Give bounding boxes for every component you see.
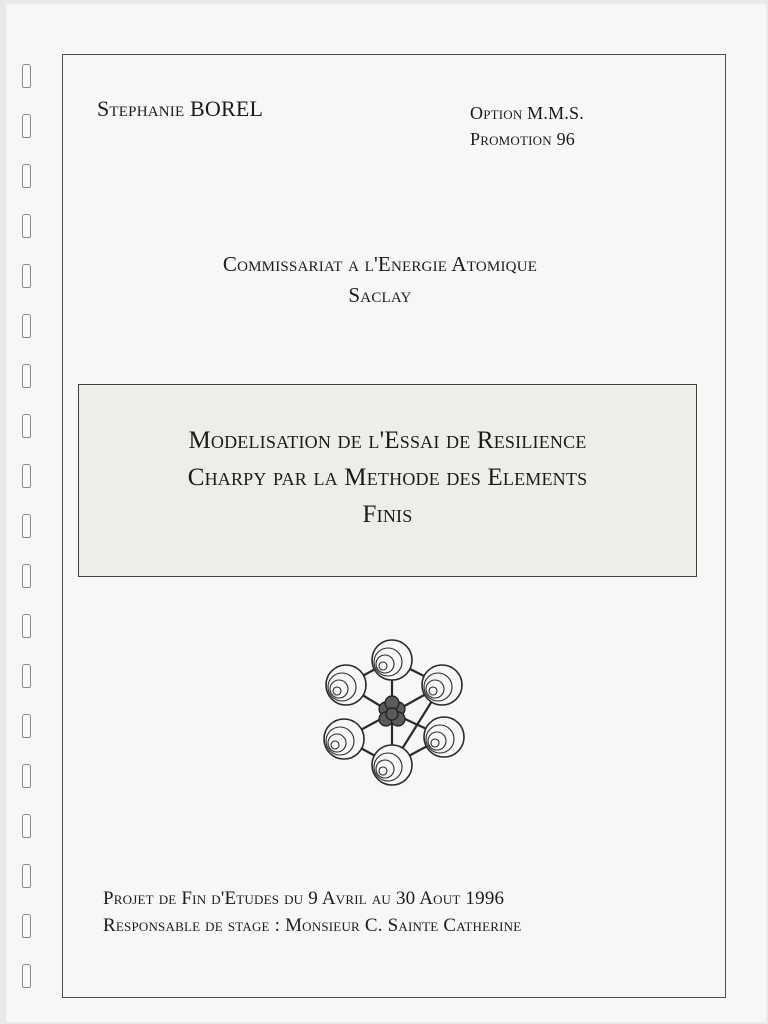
title-line-3: Finis xyxy=(362,501,413,528)
binding-ring xyxy=(22,114,31,138)
binding-ring xyxy=(22,464,31,488)
binding-ring xyxy=(22,764,31,788)
title-line-2: Charpy par la Methode des Elements xyxy=(187,464,588,491)
binding-ring xyxy=(22,864,31,888)
spiral-binding xyxy=(16,54,38,1014)
binding-ring xyxy=(22,814,31,838)
binding-ring xyxy=(22,514,31,538)
binding-ring xyxy=(22,614,31,638)
option-block xyxy=(470,100,584,152)
document-title xyxy=(79,422,696,533)
binding-ring xyxy=(22,664,31,688)
binding-ring xyxy=(22,364,31,388)
binding-ring xyxy=(22,314,31,338)
organization-name: Commissariat a l'Energie Atomique xyxy=(222,252,538,276)
project-dates: Projet de Fin d'Etudes du 9 Avril au 30 Aout 1996 xyxy=(103,888,505,909)
internship-supervisor: Responsable de stage : Monsieur C. Sainte Catherine xyxy=(103,915,522,936)
author-name: Stephanie BOREL xyxy=(97,96,264,121)
title-line-1: Modelisation de l'Essai de Resilience xyxy=(188,427,587,454)
title-box xyxy=(78,384,697,577)
binding-ring xyxy=(22,64,31,88)
binding-ring xyxy=(22,214,31,238)
binding-ring xyxy=(22,714,31,738)
option-label: Option M.M.S. xyxy=(470,103,584,123)
atom-molecule-icon xyxy=(316,635,472,791)
binding-ring xyxy=(22,164,31,188)
binding-ring xyxy=(22,914,31,938)
binding-ring xyxy=(22,414,31,438)
promotion-label: Promotion 96 xyxy=(470,129,575,149)
binding-ring xyxy=(22,564,31,588)
binding-ring xyxy=(22,964,31,988)
organization-site: Saclay xyxy=(348,283,412,307)
